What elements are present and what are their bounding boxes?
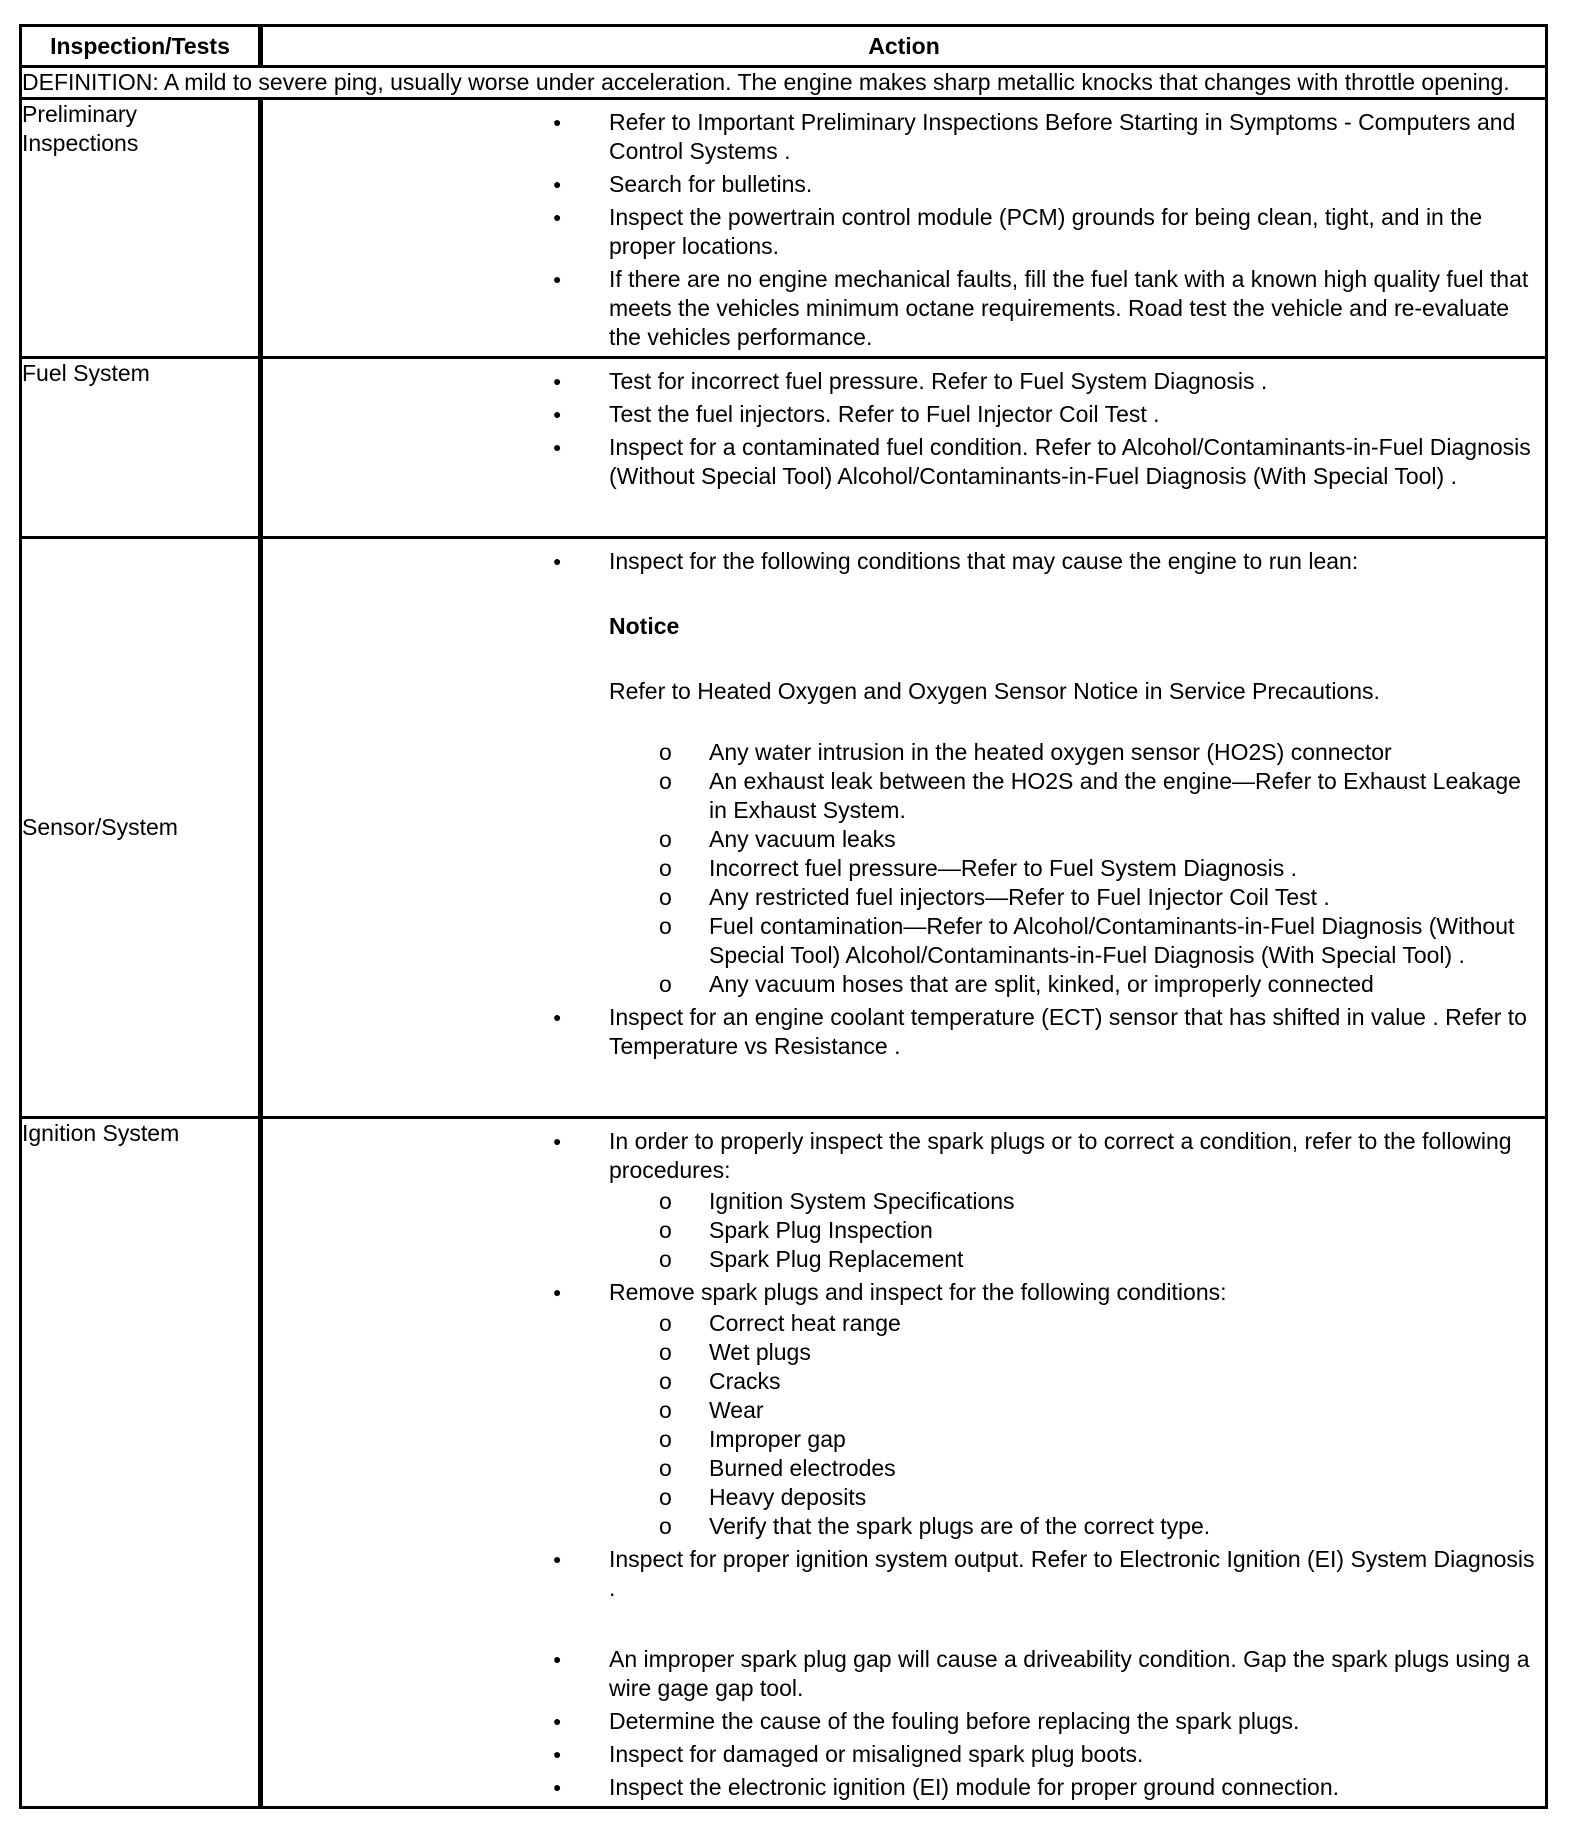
row-label: Ignition System: [21, 1118, 261, 1808]
sub-item: o Spark Plug Inspection: [609, 1216, 1535, 1245]
action-cell: [261, 1118, 1547, 1808]
sub-item: o Wet plugs: [609, 1338, 1535, 1367]
condition-sublist: [609, 738, 1535, 999]
sub-item: o Improper gap: [609, 1425, 1535, 1454]
action-list: [263, 539, 1545, 1061]
action-item: ● Inspect for an engine coolant temperature (ECT) sensor that has shifted in value . Refer to Temperature vs Resistance .: [263, 1003, 1535, 1061]
condition-sublist: [609, 1309, 1535, 1541]
action-item: ● Inspect for damaged or misaligned spark plug boots.: [263, 1740, 1535, 1769]
action-item: ● If there are no engine mechanical faults, fill the fuel tank with a known high quality fuel that meets the vehicles minimum octane requirements. Road test the vehicle and re-evaluate the vehicles performance.: [263, 265, 1535, 352]
sub-item: o Heavy deposits: [609, 1483, 1535, 1512]
sub-item: o Any vacuum leaks: [609, 825, 1535, 854]
action-list: [263, 359, 1545, 491]
document-page: [19, 24, 1545, 1809]
row-preliminary-inspections: [21, 99, 1547, 358]
sub-item: o Cracks: [609, 1367, 1535, 1396]
sub-item: o Correct heat range: [609, 1309, 1535, 1338]
action-item: ● An improper spark plug gap will cause a driveability condition. Gap the spark plugs using a wire gage gap tool.: [263, 1645, 1535, 1703]
notice-title: Notice: [609, 613, 680, 639]
action-item: [263, 547, 1535, 999]
action-item-text: ● Inspect for the following conditions that may cause the engine to run lean:: [609, 548, 1359, 574]
action-item: ● Test for incorrect fuel pressure. Refer to Fuel System Diagnosis .: [263, 367, 1535, 396]
header-inspection-tests: Inspection/Tests: [21, 26, 261, 67]
row-fuel-system: [21, 358, 1547, 538]
action-item: ● Search for bulletins.: [263, 170, 1535, 199]
action-list: [263, 100, 1545, 352]
sub-item: o Burned electrodes: [609, 1454, 1535, 1483]
sub-item: o An exhaust leak between the HO2S and the engine—Refer to Exhaust Leakage in Exhaust System.: [609, 767, 1535, 825]
action-cell: [261, 99, 1547, 358]
sub-item: o Any water intrusion in the heated oxygen sensor (HO2S) connector: [609, 738, 1535, 767]
definition-row: [21, 67, 1547, 99]
action-cell: [261, 538, 1547, 1118]
notice-text: Refer to Heated Oxygen and Oxygen Sensor Notice in Service Precautions.: [609, 678, 1380, 704]
action-item: ● Inspect the powertrain control module (PCM) grounds for being clean, tight, and in the proper locations.: [263, 203, 1535, 261]
sub-item: o Any restricted fuel injectors—Refer to Fuel Injector Coil Test .: [609, 883, 1535, 912]
sub-item: o Wear: [609, 1396, 1535, 1425]
action-item: ● Determine the cause of the fouling before replacing the spark plugs.: [263, 1707, 1535, 1736]
header-action: Action: [261, 26, 1547, 67]
table-header-row: [21, 26, 1547, 67]
action-item: [263, 1278, 1535, 1541]
action-item: ● Inspect the electronic ignition (EI) module for proper ground connection.: [263, 1773, 1535, 1802]
procedure-sublist: [609, 1187, 1535, 1274]
row-label: Fuel System: [21, 358, 261, 538]
action-item: ● Test the fuel injectors. Refer to Fuel Injector Coil Test .: [263, 400, 1535, 429]
action-item-text: ● In order to properly inspect the spark plugs or to correct a condition, refer to the following procedures:: [609, 1128, 1512, 1183]
sub-item: o Any vacuum hoses that are split, kinked, or improperly connected: [609, 970, 1535, 999]
action-item: [263, 1127, 1535, 1274]
action-cell: [261, 358, 1547, 538]
sub-item: o Incorrect fuel pressure—Refer to Fuel System Diagnosis .: [609, 854, 1535, 883]
row-ignition-system: [21, 1118, 1547, 1808]
sub-item: o Ignition System Specifications: [609, 1187, 1535, 1216]
row-sensor-system: [21, 538, 1547, 1118]
row-label: Preliminary Inspections: [21, 99, 261, 358]
definition-text: DEFINITION: A mild to severe ping, usually worse under acceleration. The engine makes sharp metallic knocks that changes with throttle opening.: [21, 67, 1547, 99]
sub-item: o Spark Plug Replacement: [609, 1245, 1535, 1274]
action-item: ● Inspect for a contaminated fuel condition. Refer to Alcohol/Contaminants-in-Fuel Diagnosis (Without Special Tool) Alcohol/Contaminants-in-Fuel Diagnosis (With Special Tool) .: [263, 433, 1535, 491]
row-label: Sensor/System: [21, 538, 261, 1118]
sub-item: o Fuel contamination—Refer to Alcohol/Contaminants-in-Fuel Diagnosis (Without Special Tool) Alcohol/Contaminants-in-Fuel Diagnosis (With Special Tool) .: [609, 912, 1535, 970]
sub-item: o Verify that the spark plugs are of the correct type.: [609, 1512, 1535, 1541]
action-item: ● Inspect for proper ignition system output. Refer to Electronic Ignition (EI) System Diagnosis .: [263, 1545, 1535, 1603]
diagnostic-table: [19, 24, 1548, 1809]
action-item: ● Refer to Important Preliminary Inspections Before Starting in Symptoms - Computers and Control Systems .: [263, 108, 1535, 166]
action-item-text: ● Remove spark plugs and inspect for the following conditions:: [609, 1279, 1227, 1305]
action-list: [263, 1119, 1545, 1802]
